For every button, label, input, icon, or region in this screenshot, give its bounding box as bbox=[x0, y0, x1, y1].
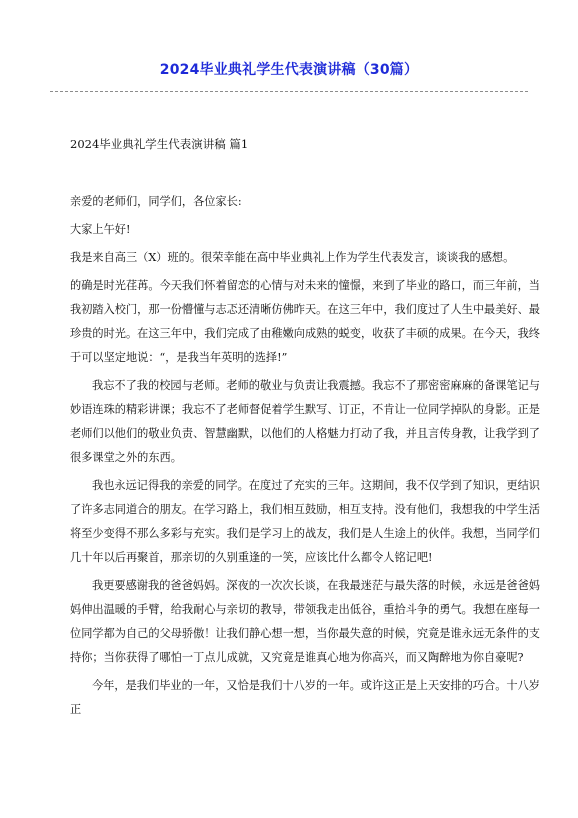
paragraph-greeting: 亲爱的老师们，同学们，各位家长: bbox=[70, 195, 242, 208]
paragraph-time: 的确是时光荏苒。今天我们怀着留恋的心情与对未来的憧憬，来到了毕业的路口，而三年前，当我初踏入校门，那一份懵懂与志忑还清晰仿佛昨天。在这三年中，我们度过了人生中最美好、最珍贵的时光。在这三年中，我们完成了由稚嫩向成熟的蜕变，收获了丰硕的成果。在今天，我终于可以坚定地说：“，是我当年英明的选择!” bbox=[70, 279, 540, 364]
paragraph-intro: 我是来自高三（X）班的。很荣幸能在高中毕业典礼上作为学生代表发言，谈谈我的感想。 bbox=[70, 251, 515, 264]
paragraph-salutation: 大家上午好! bbox=[70, 223, 131, 236]
document-body bbox=[70, 190, 540, 726]
paragraph-classmates: 我也永远记得我的亲爱的同学。在度过了充实的三年。这期间，我不仅学到了知识，更结识了许多志同道合的朋友。在学习路上，我们相互鼓励，相互支持。没有他们，我想我的中学生活将至少变得不那么多彩与充实。我们是学习上的战友，我们是人生途上的伙伴。我想，当同学们几十年以后再聚首，那亲切的久别重逢的一笑，应该比什么都令人铭记吧! bbox=[70, 479, 540, 564]
paragraph-eighteen: 今年，是我们毕业的一年，又恰是我们十八岁的一年。或许这正是上天安排的巧合。十八岁正 bbox=[70, 679, 540, 716]
document-title: 2024毕业典礼学生代表演讲稿（30篇） bbox=[159, 62, 419, 78]
paragraph-teachers: 我忘不了我的校园与老师。老师的敬业与负责让我震撼。我忘不了那密密麻麻的备课笔记与妙语连珠的精彩讲课；我忘不了老师督促着学生默写、订正，不肯让一位同学掉队的身影。正是老师们以他们的敬业负责、智慧幽默，以他们的人格魅力打动了我，并且言传身教，让我学到了很多课堂之外的东西。 bbox=[70, 379, 540, 464]
paragraph-parents: 我更要感谢我的爸爸妈妈。深夜的一次次长谈，在我最迷茫与最失落的时候，永远是爸爸妈妈伸出温暖的手臂，给我耐心与亲切的教导，带领我走出低谷，重拾斗争的勇气。我想在座每一位同学都为自己的父母骄傲！让我们静心想一想，当你最失意的时候，究竟是谁永远无条件的支持你；当你获得了哪怕一丁点儿成就，又究竟是谁真心地为你高兴，而又陶醉地为你自豪呢? bbox=[70, 579, 540, 664]
title-divider bbox=[50, 91, 528, 92]
section-heading: 2024毕业典礼学生代表演讲稿 篇1 bbox=[70, 137, 249, 151]
